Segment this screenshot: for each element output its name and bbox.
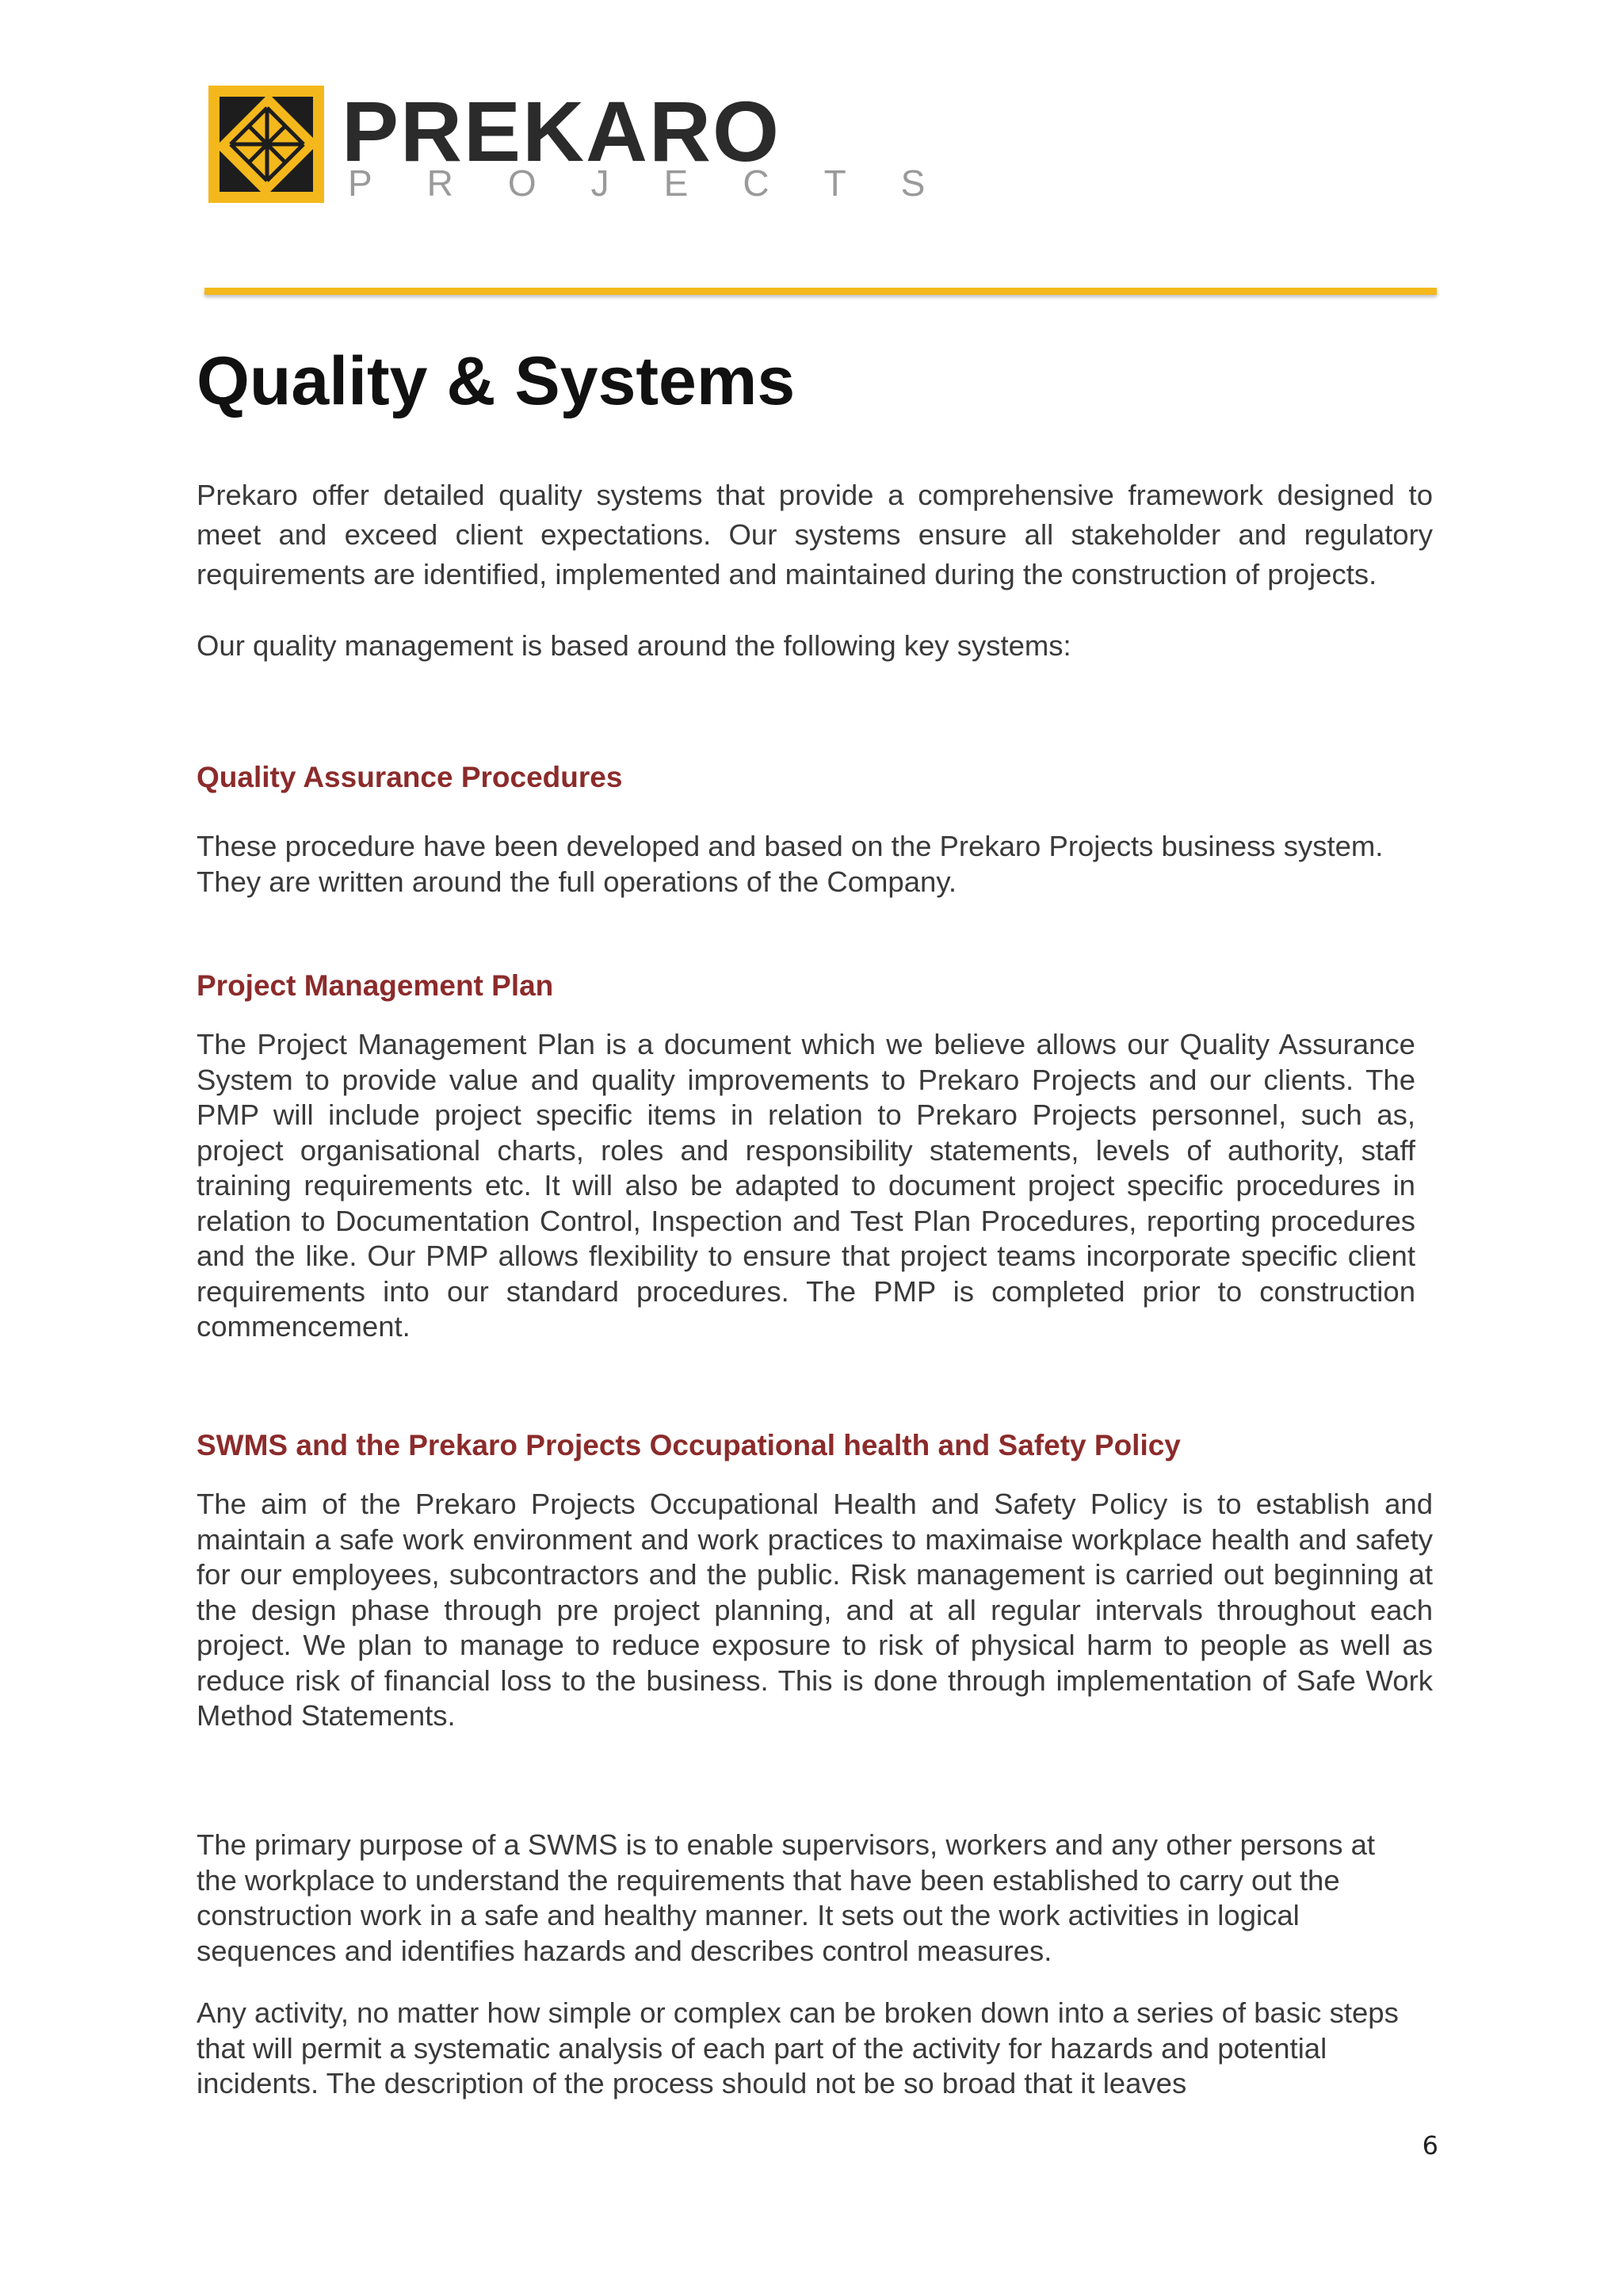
section-body-pmp [197, 1027, 1415, 1345]
section-heading-pmp [197, 968, 1433, 1003]
page-title: Quality & Systems [197, 343, 796, 419]
logo-mark-icon [208, 86, 324, 203]
intro-lead-in: Our quality management is based around the following key systems: [197, 629, 1071, 662]
section-paragraph: The aim of the Prekaro Projects Occupational Health and Safety Policy is to establish and maintain a safe work environment and work practices to maximaise workplace health and safety for our employees, subcontractors and the public. Risk management is carried out beginning at the design phase through pre project planning, and at all regular intervals throughout each project. We plan to manage to reduce exposure to risk of physical harm to people as well as reduce risk of financial loss to the business. This is done through implementation of Safe Work Method Statements. [197, 1488, 1433, 1732]
intro-paragraph: Prekaro offer detailed quality systems that provide a comprehensive framework designed to meet and exceed client expectations. Our systems ensure all stakeholder and regulatory requirements are identified, implemented and maintained during the construction of projects. [197, 479, 1433, 590]
intro-paragraph-block [197, 476, 1433, 594]
section-paragraph: These procedure have been developed and based on the Prekaro Projects business system. They are written around the full operations of the Company. [197, 830, 1384, 898]
page-number: 6 [1422, 2130, 1438, 2160]
section-heading-swms [197, 1428, 1433, 1463]
logo-wordmark: PREKARO [342, 83, 781, 179]
logo-subtitle: PROJECTS [348, 162, 980, 204]
section-body-swms-2 [197, 1828, 1421, 1969]
prekaro-logo [208, 83, 980, 212]
intro-lead-in-block [197, 626, 1433, 666]
section-heading-qa [197, 760, 1433, 795]
section-paragraph: Any activity, no matter how simple or complex can be broken down into a series of basic steps that will permit a systematic analysis of each part of the activity for hazards and potential incidents. The description of the process should not be so broad that it leaves [197, 1996, 1399, 2099]
section-body-swms-1 [197, 1487, 1433, 1734]
section-paragraph: The Project Management Plan is a document which we believe allows our Quality Assurance System to provide value and quality improvements to Prekaro Projects and our clients. The PMP will include project specific items in relation to Prekaro Projects personnel, such as, project organisational charts, roles and responsibility statements, levels of authority, staff training requirements etc. It will also be adapted to document project specific procedures in relation to Documentation Control, Inspection and Test Plan Procedures, reporting procedures and the like. Our PMP allows flexibility to ensure that project teams incorporate specific client requirements into our standard procedures. The PMP is completed prior to construction commencement. [197, 1028, 1415, 1343]
section-body-swms-3 [197, 1996, 1421, 2102]
section-body-qa [197, 829, 1417, 900]
section-heading: Project Management Plan [197, 969, 554, 1002]
section-paragraph: The primary purpose of a SWMS is to enable supervisors, workers and any other persons at the workplace to understand the requirements that have been established to carry out the construction work in a safe and healthy manner. It sets out the work activities in logical sequences and identifies hazards and describes control measures. [197, 1828, 1376, 1967]
section-heading: Quality Assurance Procedures [197, 761, 623, 793]
section-heading: SWMS and the Prekaro Projects Occupational health and Safety Policy [197, 1429, 1181, 1461]
header-divider [204, 288, 1437, 295]
